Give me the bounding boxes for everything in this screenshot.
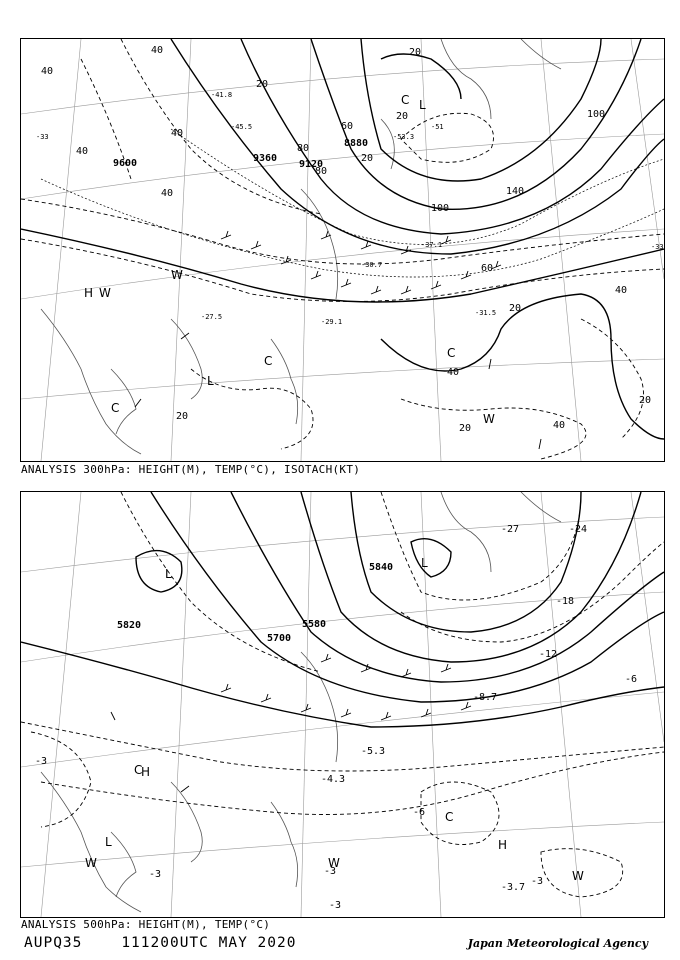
temp-label: -3 xyxy=(531,876,544,887)
low-center-marker: L xyxy=(165,567,172,581)
temp-label: -51 xyxy=(431,123,444,131)
isotach-label: 20 xyxy=(459,423,472,434)
isotach-label: 80 xyxy=(315,166,328,177)
temp-label: -3 xyxy=(329,900,342,911)
isotherms xyxy=(21,492,664,897)
map-panel-300hpa xyxy=(20,38,665,462)
height-label-5820: 5820 xyxy=(117,620,142,631)
temp-label: -18 xyxy=(556,596,575,607)
pressure-centers xyxy=(84,93,495,426)
temp-label: -29.1 xyxy=(321,318,343,326)
map-500hpa-svg xyxy=(21,492,664,917)
high-center-marker: H xyxy=(498,838,508,852)
cold-center-marker: C xyxy=(401,93,410,107)
cold-center-marker: C xyxy=(445,810,454,824)
temp-label: -27 xyxy=(501,524,520,535)
isotach-labels xyxy=(41,45,651,434)
isotach-label: 140 xyxy=(506,186,525,197)
pressure-centers xyxy=(85,556,584,883)
warm-center-marker: W xyxy=(99,286,111,300)
isotach-label: 100 xyxy=(587,109,606,120)
height-label-5580: 5580 xyxy=(302,619,327,630)
temp-label: -45.5 xyxy=(231,123,253,131)
isotach-label: 40 xyxy=(171,128,184,139)
isotach-label: 20 xyxy=(396,111,409,122)
caption-500hpa: ANALYSIS 500hPa: HEIGHT(M), TEMP(°C) xyxy=(21,918,271,931)
temp-label: -33 xyxy=(36,133,49,141)
wind-barbs xyxy=(111,654,471,792)
height-label-9360: 9360 xyxy=(253,153,278,164)
isotach-label: 20 xyxy=(361,153,374,164)
isotach-label: 20 xyxy=(509,303,522,314)
temp-label: -3 xyxy=(149,869,162,880)
isotach-label: 20 xyxy=(176,411,189,422)
isotach-label: 100 xyxy=(431,203,450,214)
cold-center-marker: C xyxy=(134,763,143,777)
low-center-marker: L xyxy=(421,556,428,570)
isotach-label: 60 xyxy=(341,121,354,132)
temp-label: -5.3 xyxy=(361,746,386,757)
map-panel-500hpa xyxy=(20,491,665,918)
height-label-9120: 9120 xyxy=(299,159,324,170)
warm-center-marker: W xyxy=(572,869,584,883)
isotach-label: 20 xyxy=(256,79,269,90)
temp-label: -6 xyxy=(413,807,426,818)
height-label-8880: 8880 xyxy=(344,138,369,149)
isotach-label: 40 xyxy=(615,285,628,296)
height-labels xyxy=(113,138,368,170)
temp-label: -24 xyxy=(569,524,588,535)
temperature-labels xyxy=(35,524,637,911)
agency-credit: Japan Meteorological Agency xyxy=(467,937,648,950)
temp-label: -3 xyxy=(35,756,48,767)
valid-time: 111200UTC MAY 2020 xyxy=(121,935,297,951)
temp-label: -3.7 xyxy=(501,882,526,893)
caption-300hpa: ANALYSIS 300hPa: HEIGHT(M), TEMP(°C), ISOTACH(KT) xyxy=(21,463,361,476)
temp-label: -41.8 xyxy=(211,91,233,99)
high-center-marker: H xyxy=(141,765,151,779)
chart-identifier xyxy=(24,935,296,951)
isotach-label: 40 xyxy=(447,367,460,378)
warm-center-marker: W xyxy=(85,856,97,870)
temp-label: -8.7 xyxy=(473,692,498,703)
temp-label: -12 xyxy=(539,649,558,660)
cold-center-marker: C xyxy=(264,354,273,368)
temp-label: -30.7 xyxy=(361,261,383,269)
warm-center-marker: W xyxy=(483,412,495,426)
isotach-label: 80 xyxy=(297,143,310,154)
isotach-label: 20 xyxy=(409,47,422,58)
isotach-label: 60 xyxy=(481,263,494,274)
height-contours xyxy=(21,492,664,727)
isotach-label: 40 xyxy=(76,146,89,157)
graticule xyxy=(21,492,664,917)
temp-label: -31.5 xyxy=(475,309,497,317)
height-label-9600: 9600 xyxy=(113,158,138,169)
height-label-5700: 5700 xyxy=(267,633,292,644)
warm-center-marker: W xyxy=(171,268,183,282)
temp-label: -4.3 xyxy=(321,774,346,785)
low-center-marker: L xyxy=(419,98,426,112)
warm-center-marker: W xyxy=(328,856,340,870)
temp-label: -33 xyxy=(651,243,664,251)
temp-label: -53.3 xyxy=(393,133,415,141)
height-labels xyxy=(117,562,393,644)
cold-center-marker: C xyxy=(111,401,120,415)
map-300hpa-svg xyxy=(21,39,664,461)
temp-label: -3 xyxy=(324,866,337,877)
isotach-label: 40 xyxy=(161,188,174,199)
height-contours xyxy=(21,39,664,439)
low-center-marker: L xyxy=(207,374,214,388)
temp-label: -27.5 xyxy=(201,313,223,321)
isotach-label: 40 xyxy=(151,45,164,56)
high-center-marker: H xyxy=(84,286,94,300)
temp-label: -6 xyxy=(625,674,638,685)
chart-code: AUPQ35 xyxy=(24,935,83,951)
height-label-5840: 5840 xyxy=(369,562,394,573)
isotach-label: 20 xyxy=(639,395,652,406)
isotach-label: 40 xyxy=(41,66,54,77)
cold-center-marker: C xyxy=(447,346,456,360)
low-center-marker: L xyxy=(105,835,112,849)
temp-label: -37.1 xyxy=(421,241,443,249)
isotach-label: 40 xyxy=(553,420,566,431)
